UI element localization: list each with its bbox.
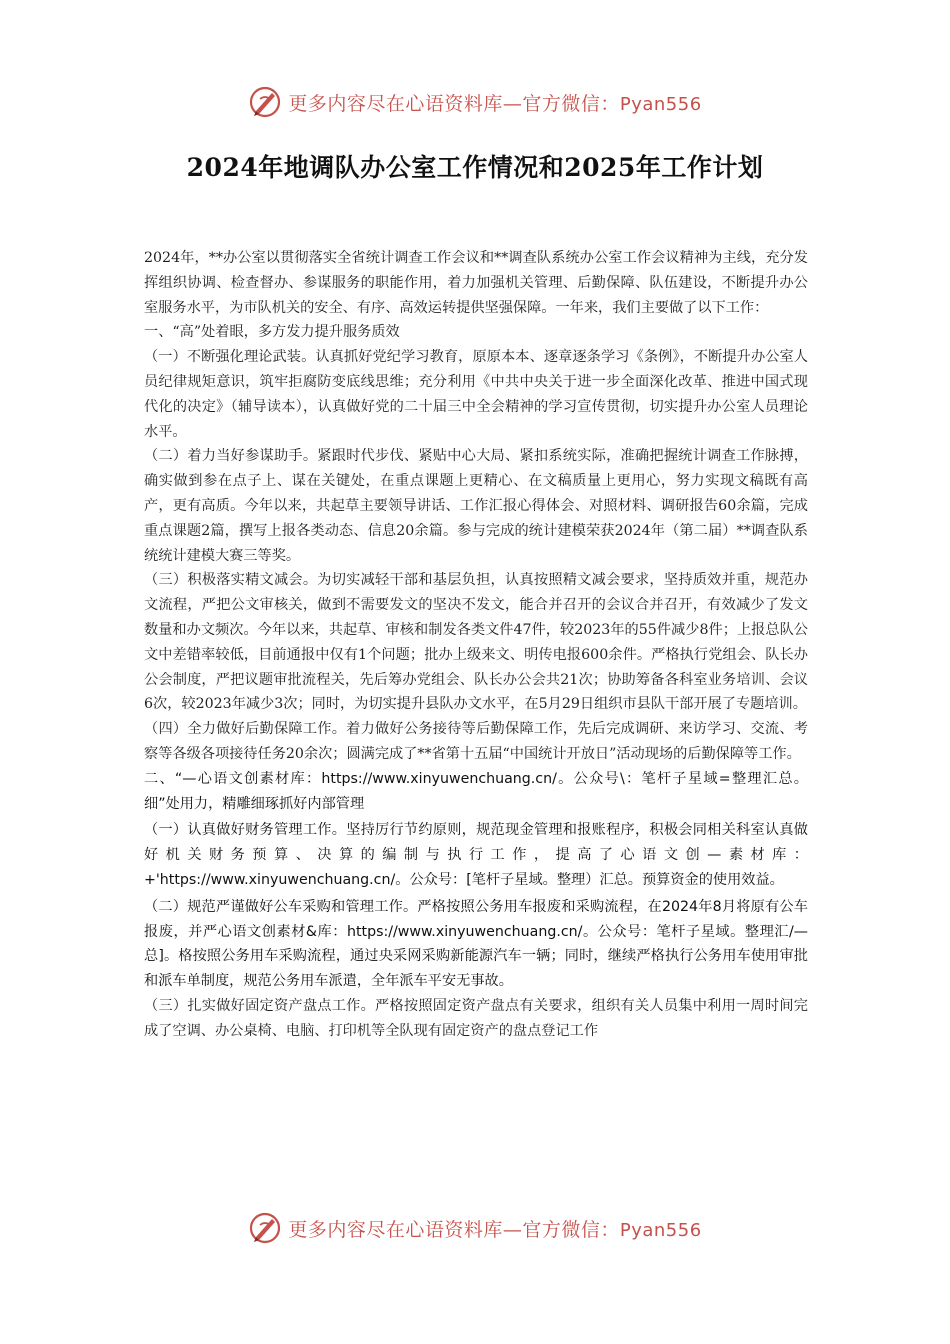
paragraph-1-4: （四）全力做好后勤保障工作。着力做好公务接待等后勤保障工作，先后完成调研、来访学习、交流、考察等各级各项接待任务20余次；圆满完成了**省第十五届“中国统计开放日”活动现场的后勤保障等工作。 <box>144 721 808 762</box>
watermark-text: 更多内容尽在心语资料库—官方微信：Pyan556 <box>288 1218 702 1241</box>
document-body <box>144 246 808 1044</box>
paragraph-1-3: （三）积极落实精文减会。为切实减轻干部和基层负担，认真按照精文减会要求，坚持质效并重，规范办文流程，严把公文审核关，做到不需要发文的坚决不发文，能合并召开的会议合并召开，有效减少了发文数量和办文频次。今年以来，共起草、审核和制发各类文件47件，较2023年的55件减少8件；上报总队公文中差错率较低，目前通报中仅有1个问题；批办上级来文、明传电报600余件。严格执行党组会、队长办公会制度，严把议题审批流程关，先后筹办党组会、队长办公会共21次；协助筹备各科室业务培训、会议6次，较2023年减少3次；同时，为切实提升县队办文水平，在5月29日组织市县队干部开展了专题培训。 <box>144 572 808 713</box>
watermark-banner-top <box>0 82 950 122</box>
paragraph-2-2: （二）规范严谨做好公车采购和管理工作。严格按照公务用车报废和采购流程，在2024年8月将原有公车报废，并严心语文创素材&库：https://www.xinyuwenchuang.cn/。公众号：笔杆子星域。整理汇/—总]。格按照公务用车采购流程，通过央采网采购新能源汽车一辆；同时，继续严格执行公务用车使用审批和派车单制度，规范公务用车派遣，全年派车平安无事故。 <box>144 898 808 990</box>
document-title: 2024年地调队办公室工作情况和2025年工作计划 <box>186 153 764 182</box>
paragraph-2-1: （一）认真做好财务管理工作。坚持厉行节约原则，规范现金管理和报账程序，积极会同相关科室认真做好机关财务预算、决算的编制与执行工作，提高了心语文创—素材库：+'https://www.xinyuwenchuang.cn/。公众号：[笔杆子星域。整理）汇总。预算资金的使用效益。 <box>144 822 808 888</box>
pen-logo-icon <box>248 85 282 119</box>
section-heading-1: 一、“高”处着眼，多方发力提升服务质效 <box>144 324 400 341</box>
wechat-id: Pyan556 <box>619 1219 702 1241</box>
paragraph-2-3: （三）扎实做好固定资产盘点工作。严格按照固定资产盘点有关要求，组织有关人员集中利用一周时间完成了空调、办公桌椅、电脑、打印机等全队现有固定资产的盘点登记工作 <box>144 997 808 1039</box>
paragraph-1-1: （一）不断强化理论武装。认真抓好党纪学习教育，原原本本、逐章逐条学习《条例》，不断提升办公室人员纪律规矩意识，筑牢拒腐防变底线思维；充分利用《中共中央关于进一步全面深化改革、推进中国式现代化的决定》（辅导读本），认真做好党的二十届三中全会精神的学习宣传贯彻，切实提升办公室人员理论水平。 <box>144 349 808 440</box>
paragraph-intro: 2024年，**办公室以贯彻落实全省统计调查工作会议和**调查队系统办公室工作会议精神为主线，充分发挥组织协调、检查督办、参谋服务的职能作用，着力加强机关管理、后勤保障、队伍建设，不断提升办公室服务水平，为市队机关的安全、有序、高效运转提供坚强保障。一年来，我们主要做了以下工作： <box>144 250 808 316</box>
section-heading-2: 二、“—心语文创素材库：https://www.xinyuwenchuang.cn/。公众号\：笔杆子星域=整理汇总。细”处用力，精雕细琢抓好内部管理 <box>144 770 808 812</box>
paragraph-1-2: （二）着力当好参谋助手。紧跟时代步伐、紧贴中心大局、紧扣系统实际，准确把握统计调查工作脉搏，确实做到参在点子上、谋在关键处，在重点课题上更精心、在文稿质量上更用心，努力实现文稿既有高产，更有高质。今年以来，共起草主要领导讲话、工作汇报心得体会、对照材料、调研报告60余篇，完成重点课题2篇，撰写上报各类动态、信息20余篇。参与完成的统计建模荣获2024年（第二届）**调查队系统统计建模大赛三等奖。 <box>144 448 808 564</box>
watermark-banner-bottom <box>0 1208 950 1248</box>
pen-logo-icon <box>248 1211 282 1245</box>
watermark-text: 更多内容尽在心语资料库—官方微信：Pyan556 <box>288 92 702 115</box>
wechat-id: Pyan556 <box>619 93 702 115</box>
